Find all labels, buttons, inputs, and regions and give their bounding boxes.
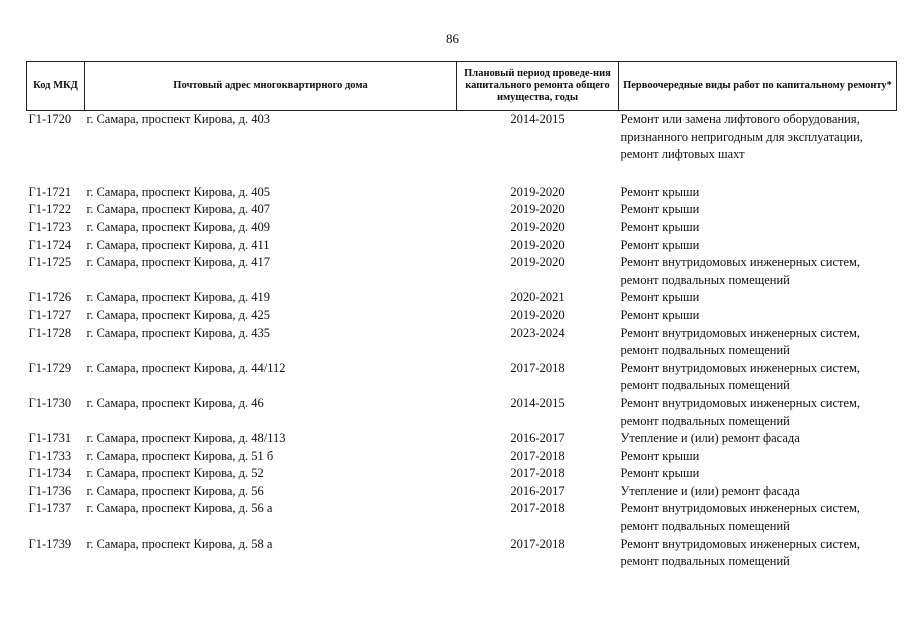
period-cell: 2017-2018 [510,536,565,551]
period-cell: 2019-2020 [510,255,565,270]
works-line: Ремонт внутридомовых инженерных систем, [620,501,861,516]
table-row [27,184,897,202]
table-row [27,254,897,289]
period-cell: 2017-2018 [510,360,565,375]
works-cell [619,307,897,325]
address-cell: г. Самара, проспект Кирова, д. 56 [86,483,264,498]
address-cell: г. Самара, проспект Кирова, д. 52 [86,466,264,481]
address-cell: г. Самара, проспект Кирова, д. 411 [86,237,270,252]
works-line: ремонт подвальных помещений [620,413,790,428]
works-cell [619,360,897,395]
mkd-code-cell: Г1-1739 [28,536,72,551]
period-cell: 2020-2021 [510,290,565,305]
header-period: Плановый период проведе-ния капитального ремонта общего имущества, годы [457,62,619,111]
works-cell [619,395,897,430]
works-cell [619,254,897,289]
works-line: Утепление и (или) ремонт фасада [620,431,800,446]
works-line: ремонт подвальных помещений [620,272,790,287]
table-row [27,325,897,360]
period-cell: 2019-2020 [510,237,565,252]
table-row [27,395,897,430]
table-row [27,448,897,466]
page-number: 86 [446,31,459,46]
mkd-code-cell: Г1-1722 [28,202,72,217]
works-cell [619,536,897,571]
table-row [27,307,897,325]
address-cell: г. Самара, проспект Кирова, д. 58 а [86,536,273,551]
period-cell: 2016-2017 [510,431,565,446]
address-cell: г. Самара, проспект Кирова, д. 403 [86,112,270,126]
period-cell: 2019-2020 [510,202,565,217]
period-cell: 2019-2020 [510,307,565,322]
mkd-code-cell: Г1-1728 [28,325,72,340]
works-line: ремонт лифтовых шахт [620,147,745,162]
works-line: ремонт подвальных помещений [620,378,790,393]
table-row [27,201,897,219]
works-line: Ремонт внутридомовых инженерных систем, [620,536,861,551]
table-row [27,289,897,307]
mkd-code-cell: Г1-1737 [28,501,72,516]
address-cell: г. Самара, проспект Кирова, д. 405 [86,184,270,199]
works-line: Ремонт крыши [620,307,700,322]
works-cell [619,500,897,535]
works-line: ремонт подвальных помещений [620,519,790,534]
works-line: Ремонт крыши [620,466,700,481]
mkd-code-cell: Г1-1724 [28,237,72,252]
period-cell: 2016-2017 [510,483,565,498]
works-cell [619,483,897,501]
housing-repair-table [26,61,897,571]
works-line: Ремонт крыши [620,184,700,199]
address-cell: г. Самара, проспект Кирова, д. 409 [86,219,270,234]
mkd-code-cell: Г1-1725 [28,255,72,270]
address-cell: г. Самара, проспект Кирова, д. 425 [86,307,270,322]
mkd-code-cell: Г1-1720 [28,112,72,126]
period-cell: 2014-2015 [510,395,565,410]
works-cell [619,111,897,184]
works-cell [619,184,897,202]
works-line: Ремонт крыши [620,237,700,252]
works-cell [619,430,897,448]
table-row [27,360,897,395]
address-cell: г. Самара, проспект Кирова, д. 48/113 [86,431,286,446]
table-header-row [27,62,897,111]
address-cell: г. Самара, проспект Кирова, д. 435 [86,325,270,340]
table-body [27,111,897,571]
works-line: Ремонт крыши [620,219,700,234]
works-line: Ремонт крыши [620,290,700,305]
mkd-code-cell: Г1-1736 [28,483,72,498]
period-cell: 2019-2020 [510,184,565,199]
address-cell: г. Самара, проспект Кирова, д. 51 б [86,448,274,463]
mkd-code-cell: Г1-1734 [28,466,72,481]
mkd-code-cell: Г1-1729 [28,360,72,375]
mkd-code-cell: Г1-1731 [28,431,72,446]
period-cell: 2017-2018 [510,466,565,481]
header-code: Код МКД [27,62,85,111]
address-cell: г. Самара, проспект Кирова, д. 419 [86,290,270,305]
works-cell [619,289,897,307]
mkd-code-cell: Г1-1727 [28,307,72,322]
table-row [27,430,897,448]
address-cell: г. Самара, проспект Кирова, д. 44/112 [86,360,286,375]
works-line: признанного непригодным для эксплуатации, [620,129,863,144]
works-line: Ремонт крыши [620,202,700,217]
works-line: Утепление и (или) ремонт фасада [620,483,800,498]
works-line: Ремонт внутридомовых инженерных систем, [620,395,861,410]
mkd-code-cell: Г1-1726 [28,290,72,305]
address-cell: г. Самара, проспект Кирова, д. 417 [86,255,270,270]
period-cell: 2017-2018 [510,448,565,463]
works-line: Ремонт внутридомовых инженерных систем, [620,325,861,340]
works-cell [619,237,897,255]
works-line: Ремонт внутридомовых инженерных систем, [620,360,861,375]
period-cell: 2017-2018 [510,501,565,516]
table-row [27,111,897,184]
address-cell: г. Самара, проспект Кирова, д. 407 [86,202,270,217]
header-address: Почтовый адрес многоквартирного дома [85,62,457,111]
works-cell [619,465,897,483]
works-line: ремонт подвальных помещений [620,554,790,569]
works-line: Ремонт или замена лифтового оборудования, [620,112,860,126]
works-line: Ремонт крыши [620,448,700,463]
table-row [27,237,897,255]
works-line: Ремонт внутридомовых инженерных систем, [620,255,861,270]
works-cell [619,201,897,219]
period-cell: 2014-2015 [510,112,565,126]
mkd-code-cell: Г1-1721 [28,184,72,199]
period-cell: 2023-2024 [510,325,565,340]
address-cell: г. Самара, проспект Кирова, д. 56 а [86,501,273,516]
works-cell [619,448,897,466]
header-works: Первоочередные виды работ по капитальному ремонту* [619,62,897,111]
table-row [27,219,897,237]
works-cell [619,219,897,237]
address-cell: г. Самара, проспект Кирова, д. 46 [86,395,264,410]
works-line: ремонт подвальных помещений [620,343,790,358]
mkd-code-cell: Г1-1733 [28,448,72,463]
mkd-code-cell: Г1-1723 [28,219,72,234]
mkd-code-cell: Г1-1730 [28,395,72,410]
table-row [27,465,897,483]
table-row [27,483,897,501]
works-cell [619,325,897,360]
table-row [27,536,897,571]
period-cell: 2019-2020 [510,219,565,234]
table-row [27,500,897,535]
